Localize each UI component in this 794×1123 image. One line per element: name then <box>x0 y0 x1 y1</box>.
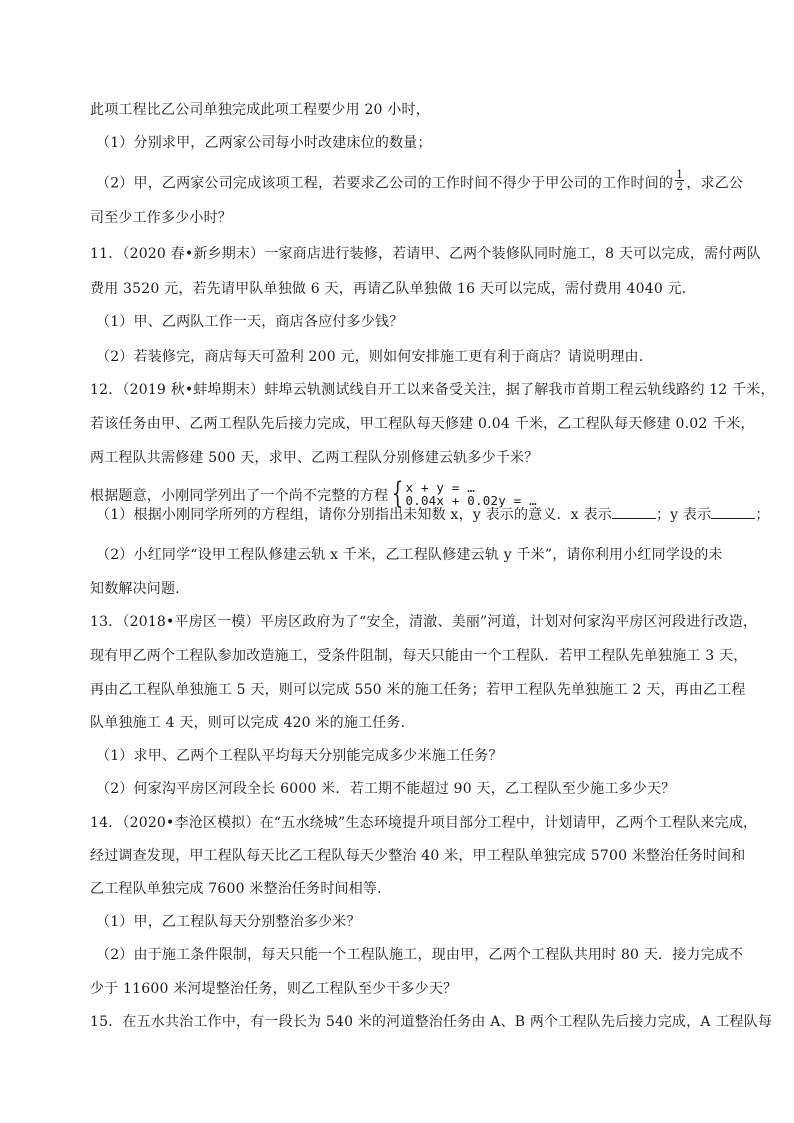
question-part: （1）甲，乙工程队每天分别整治多少米？ <box>96 914 361 930</box>
question-12-line: 12．（2019 秋•蚌埠期末）蚌埠云轨测试线自开工以来备受关注，据了解我市首期工程云轨线路约 12 千米， <box>90 382 775 398</box>
question-part <box>96 504 770 525</box>
answer-blank <box>711 504 755 519</box>
question-13-line: 现有甲乙两个工程队参加改造施工，受条件阻制，每天只能由一个工程队．若甲工程队先单独施工 3 天， <box>90 648 748 664</box>
question-part: （2）何家沟平房区河段全长 6000 米．若工期不能超过 90 天，乙工程队至少施工多少天？ <box>96 781 676 797</box>
text-segment: ；y 表示 <box>655 507 712 523</box>
question-part: （2）若装修完，商店每天可盈利 200 元，则如何安排施工更有利于商店？请说明理由． <box>96 349 653 365</box>
question-part: （1）分别求甲，乙两家公司每小时改建床位的数量； <box>96 135 432 151</box>
text-segment: ； <box>755 507 770 523</box>
fraction-numerator: 1 <box>676 168 684 181</box>
text-line: 司至少工作多少小时？ <box>90 210 232 226</box>
question-part: （2）由于施工条件限制，每天只能一个工程队施工，现由甲，乙两个工程队共用时 80 天．接力完成不 <box>96 947 744 963</box>
question-12-line: 两工程队共需修建 500 天，求甲、乙两工程队分别修建云轨多少千米？ <box>90 450 539 466</box>
question-part: （1）求甲、乙两个工程队平均每天分别能完成多少米施工任务？ <box>96 748 503 764</box>
question-15-line: 15．在五水共治工作中，有一段长为 540 米的河道整治任务由 A、B 两个工程队先后接力完成，A 工程队每 <box>90 1014 773 1030</box>
text-segment: ，求乙公 <box>686 175 744 192</box>
text-segment: 根据题意，小刚同学列出了一个尚不完整的方程 <box>90 488 389 504</box>
question-13-line: 再由乙工程队单独施工 5 天，则可以完成 550 米的施工任务；若甲工程队先单独施工 2 天，再由乙工程 <box>90 682 746 698</box>
question-14-line: 14．（2020•李沧区模拟）在“五水绕城”生态环境提升项目部分工程中，计划请甲，乙两个工程队来完成， <box>90 815 758 831</box>
question-part: （2）小红同学“设甲工程队修建云轨 x 千米，乙工程队修建云轨 y 千米”，请你利用小红同学设的未 <box>96 547 723 563</box>
text-segment: （2）甲，乙两家公司完成该项工程，若要求乙公司的工作时间不得少于甲公司的工作时间的 <box>96 175 674 192</box>
fraction-one-half <box>675 169 684 192</box>
text-line: 此项工程比乙公司单独完成此项工程要少用 20 小时， <box>90 102 430 118</box>
equation-row: 0.04x + 0.02y = … <box>405 493 537 508</box>
question-13-line: 队单独施工 4 天，则可以完成 420 米的施工任务． <box>90 715 415 731</box>
question-11-line: 费用 3520 元，若先请甲队单独做 6 天，再请乙队单独做 16 天可以完成，需付费用 4040 元． <box>90 281 696 297</box>
question-12-line: 知数解决问题． <box>90 581 190 597</box>
fraction-denominator: 2 <box>676 180 684 193</box>
answer-blank <box>612 504 656 519</box>
question-14-line: 乙工程队单独完成 7600 米整治任务时间相等． <box>90 881 392 897</box>
question-12-line: 若该任务由甲、乙两工程队先后接力完成，甲工程队每天修建 0.04 千米，乙工程队每天修建 0.02 千米， <box>90 416 755 432</box>
question-14-line: 少于 11600 米河堤整治任务，则乙工程队至少干多少天？ <box>90 981 458 997</box>
question-14-line: 经过调查发现，甲工程队每天比乙工程队每天少整治 40 米，甲工程队单独完成 5700 米整治任务时间和 <box>90 848 746 864</box>
question-11-line: 11．（2020 春•新乡期末）一家商店进行装修，若请甲、乙两个装修队同时施工，8 天可以完成，需付两队 <box>90 246 761 262</box>
brace-symbol: { <box>392 476 404 511</box>
question-part: （1）甲、乙两队工作一天，商店各应付多少钱？ <box>96 314 404 330</box>
question-13-line: 13．（2018•平房区一模）平房区政府为了“安全，清澈、美丽”河道，计划对何家沟平房区河段进行改造， <box>90 614 758 630</box>
question-part <box>96 168 744 195</box>
equation-row: x + y = … <box>405 480 476 495</box>
text-segment: （1）根据小刚同学所列的方程组，请你分别指出未知数 x，y 表示的意义．x 表示 <box>96 507 612 523</box>
